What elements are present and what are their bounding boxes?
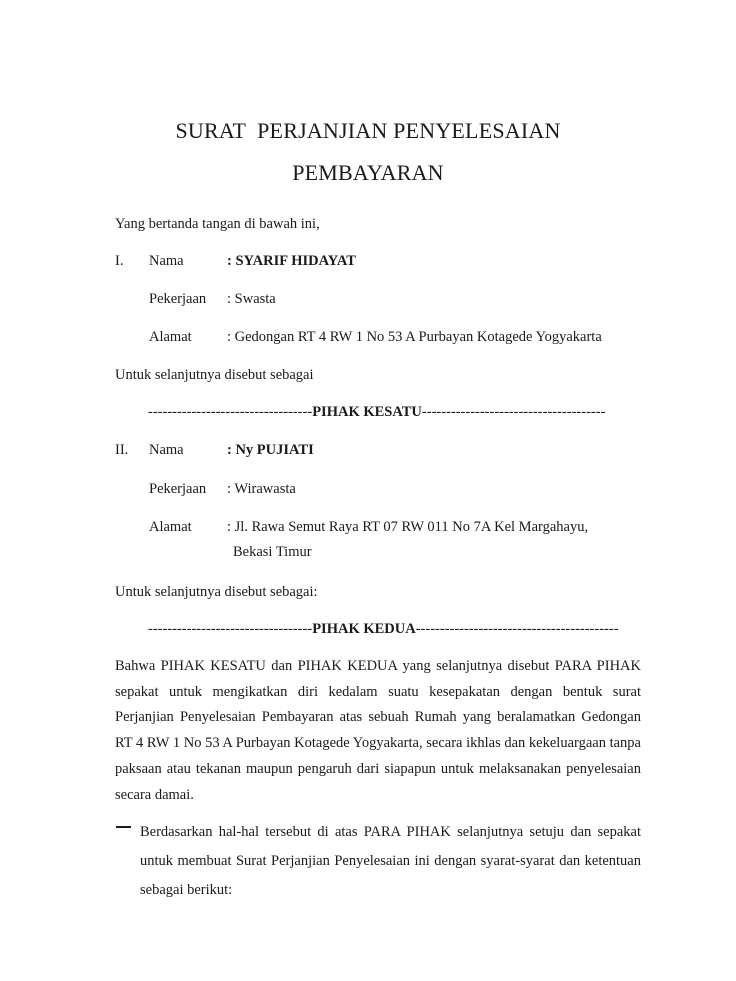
pihak-kesatu-label: PIHAK KESATU	[312, 404, 422, 420]
party2-name-value: : Ny PUJIATI	[227, 442, 314, 458]
party2-address-label: Alamat	[149, 519, 192, 535]
party1-name-label: Nama	[149, 253, 184, 269]
dash-bullet-icon	[116, 826, 131, 828]
party2-address-value-line2: Bekasi Timur	[233, 544, 312, 560]
party2-address-value-line1: : Jl. Rawa Semut Raya RT 07 RW 011 No 7A Kel Margahayu,	[227, 519, 589, 535]
party1-job-label: Pekerjaan	[149, 291, 207, 307]
intro-text: Yang bertanda tangan di bawah ini,	[115, 216, 320, 232]
pihak-kesatu-line	[148, 403, 605, 421]
party2-number: II.	[115, 442, 129, 458]
party1-job-value: : Swasta	[227, 291, 276, 307]
party1-address-label: Alamat	[149, 329, 192, 345]
referred-text-1: Untuk selanjutnya disebut sebagai	[115, 367, 314, 383]
dash-rule-right: ------------------------------------------	[415, 621, 619, 637]
dash-rule-left: ----------------------------------	[148, 404, 313, 420]
party1-address-value: : Gedongan RT 4 RW 1 No 53 A Purbayan Kotagede Yogyakarta	[227, 329, 602, 345]
pihak-kedua-label: PIHAK KEDUA	[312, 621, 416, 637]
party1-number: I.	[115, 253, 124, 269]
terms-paragraph: Berdasarkan hal-hal tersebut di atas PARA PIHAK selanjutnya setuju dan sepakat untuk membuat Surat Perjanjian Penyelesaian ini dengan syarat-syarat dan ketentuan sebagai berikut:	[140, 824, 641, 898]
party2-name-label: Nama	[149, 442, 184, 458]
party1-name-value: : SYARIF HIDAYAT	[227, 253, 356, 269]
dash-rule-right: --------------------------------------	[421, 404, 606, 420]
dash-rule-left: ----------------------------------	[148, 621, 313, 637]
document-title-line1: SURAT PERJANJIAN PENYELESAIAN	[175, 118, 561, 143]
pihak-kedua-line	[148, 620, 619, 638]
party2-job-label: Pekerjaan	[149, 481, 207, 497]
agreement-paragraph: Bahwa PIHAK KESATU dan PIHAK KEDUA yang selanjutnya disebut PARA PIHAK sepakat untuk mengikatkan diri kedalam suatu kesepakatan dengan bentuk surat Perjanjian Penyelesaian Pembayaran atas sebuah Rumah yang beralamatkan Gedongan RT 4 RW 1 No 53 A Purbayan Kotagede Yogyakarta, secara ikhlas dan kekeluargaan tanpa paksaan atau tekanan maupun pengaruh dari siapapun untuk melaksanakan penyelesaian secara damai.	[115, 658, 641, 803]
document-title-line2: PEMBAYARAN	[292, 160, 444, 185]
referred-text-2: Untuk selanjutnya disebut sebagai:	[115, 584, 318, 600]
party2-job-value: : Wirawasta	[227, 481, 296, 497]
